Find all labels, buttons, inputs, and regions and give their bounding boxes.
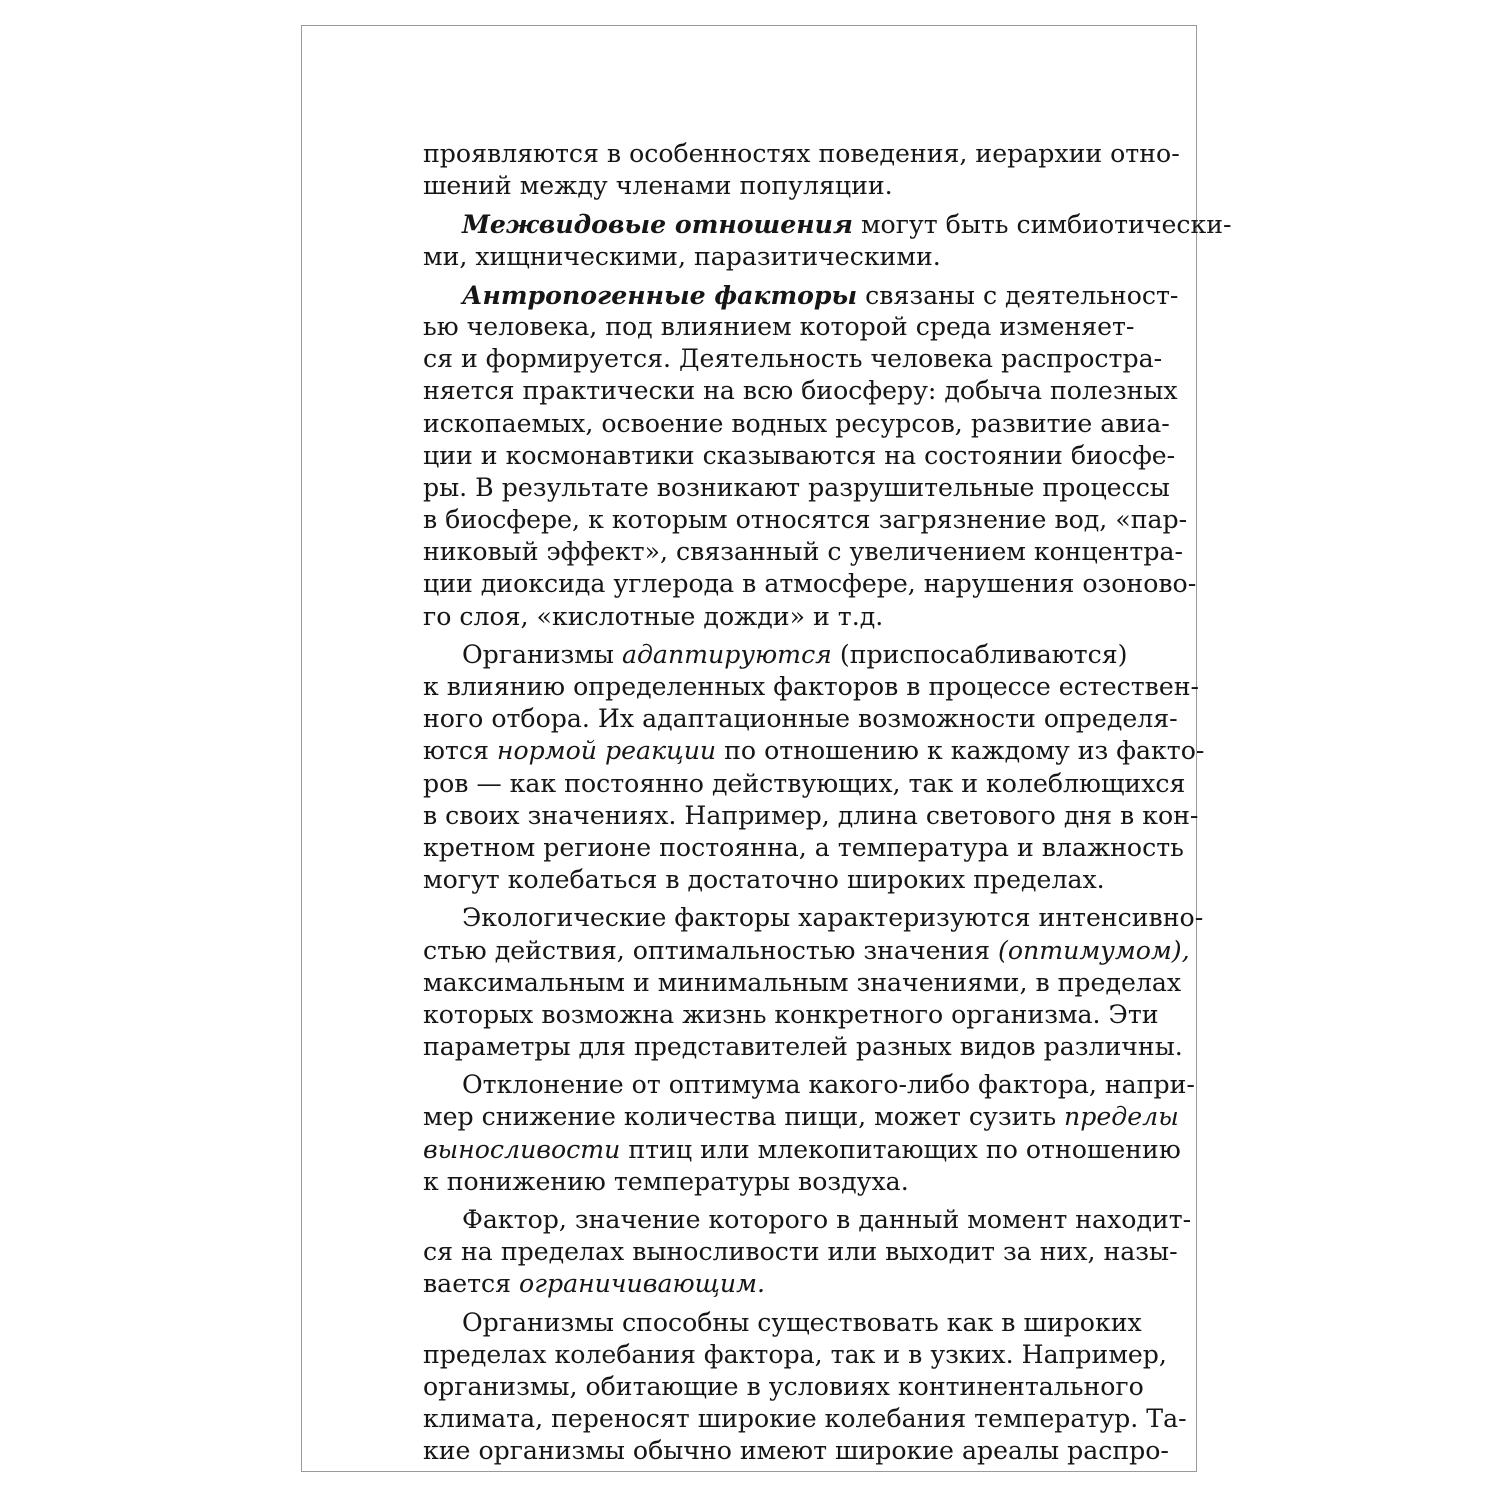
paragraph xyxy=(423,208,1232,272)
text-line xyxy=(423,703,1178,735)
paragraph xyxy=(423,639,1205,897)
text-line xyxy=(423,999,1159,1031)
text-run: кие организмы обычно имеют широкие ареалы распро- xyxy=(423,1436,1169,1466)
text-run: ются xyxy=(423,736,497,766)
bold-italic-term: Антропогенные факторы xyxy=(462,279,858,310)
text-run: в биосфере, к которым относятся загрязнение вод, «пар- xyxy=(423,505,1188,535)
text-run: ры. В результате возникают разрушительные процессы xyxy=(423,472,1170,502)
text-run: ископаемых, освоение водных ресурсов, развитие авиа- xyxy=(423,408,1170,438)
italic-term: адаптируются xyxy=(621,639,832,669)
bold-italic-term: Межвидовые отношения xyxy=(462,209,853,240)
text-run: птиц или млекопитающих по отношению xyxy=(620,1134,1181,1164)
text-run: к влиянию определенных факторов в процессе естествен- xyxy=(423,672,1200,701)
text-line xyxy=(423,1339,1167,1371)
text-line xyxy=(423,902,1204,934)
text-line xyxy=(423,639,1128,671)
text-line xyxy=(423,832,1184,864)
text-line xyxy=(423,375,1178,407)
text-run: мер снижение количества пищи, может сузить xyxy=(423,1102,1065,1132)
text-run: к понижению температуры воздуха. xyxy=(423,1166,909,1196)
text-run: пределах колебания фактора, так и в узких. Например, xyxy=(423,1339,1167,1369)
text-run: ся на пределах выносливости или выходит за них, назы- xyxy=(423,1237,1178,1267)
text-run: ции диоксида углерода в атмосфере, нарушения озоново- xyxy=(423,569,1197,599)
italic-term: ограничивающим. xyxy=(519,1269,765,1299)
text-run: (приспосабливаются) xyxy=(831,639,1128,669)
text-line xyxy=(423,1435,1169,1467)
text-line xyxy=(423,967,1182,999)
text-run: Организмы способны существовать как в широких xyxy=(462,1307,1142,1337)
text-line xyxy=(423,671,1200,703)
paragraph xyxy=(423,1307,1187,1468)
text-line xyxy=(423,1371,1144,1403)
text-run: связаны с деятельност- xyxy=(857,280,1179,310)
text-line xyxy=(423,343,1163,375)
text-line xyxy=(423,1101,1179,1133)
text-line xyxy=(423,800,1199,832)
text-line xyxy=(423,864,1105,896)
text-run: ции и космонавтики сказываются на состоянии биосфе- xyxy=(423,440,1176,470)
text-line xyxy=(423,1236,1178,1268)
text-line xyxy=(423,536,1184,568)
paragraph xyxy=(423,902,1204,1063)
text-line xyxy=(423,1166,1081,1198)
italic-term: выносливости xyxy=(423,1134,621,1164)
text-run: Экологические факторы характеризуются интенсивно- xyxy=(462,903,1204,933)
text-run: организмы, обитающие в условиях континентального xyxy=(423,1371,1144,1401)
text-line xyxy=(423,1268,1081,1300)
text-line xyxy=(423,472,1170,504)
text-run: стью действия, оптимальностью значения xyxy=(423,935,999,965)
text-run: няется практически на всю биосферу: добыча полезных xyxy=(423,376,1178,406)
text-run: ного отбора. Их адаптационные возможности определя- xyxy=(423,704,1178,734)
text-run: ся и формируется. Деятельность человека распростра- xyxy=(423,344,1163,374)
text-line xyxy=(423,279,1179,311)
text-run: го слоя, «кислотные дожди» и т.д. xyxy=(423,601,884,631)
text-line xyxy=(423,935,1190,967)
text-run: могут колебаться в достаточно широких пределах. xyxy=(423,865,1105,895)
text-line xyxy=(423,1069,1195,1101)
text-line xyxy=(423,1204,1192,1236)
italic-term: (оптимумом), xyxy=(998,935,1190,965)
text-run: ми, хищническими, паразитическими. xyxy=(423,241,941,271)
text-line xyxy=(423,311,1135,343)
text-line xyxy=(423,504,1188,536)
body-text xyxy=(423,138,1232,1468)
text-run: Организмы xyxy=(462,639,622,669)
text-run: параметры для представителей разных видов различны. xyxy=(423,1032,1183,1062)
text-line xyxy=(423,1031,1183,1063)
text-line xyxy=(423,138,1180,170)
text-run: ров — как постоянно действующих, так и колеблющихся xyxy=(423,768,1186,798)
paragraph xyxy=(423,1204,1192,1301)
text-line xyxy=(423,408,1170,440)
paragraph xyxy=(423,138,1180,202)
text-run: которых возможна жизнь конкретного организма. Эти xyxy=(423,999,1159,1029)
text-line xyxy=(423,568,1197,600)
text-line xyxy=(423,241,1081,273)
text-run: максимальным и минимальным значениями, в пределах xyxy=(423,967,1182,997)
paragraph xyxy=(423,1069,1195,1198)
italic-term: пределы xyxy=(1064,1102,1179,1132)
text-run: по отношению к каждому из факто- xyxy=(716,736,1205,766)
text-line xyxy=(423,1307,1142,1339)
text-run: в своих значениях. Например, длина светового дня в кон- xyxy=(423,800,1199,830)
paragraph xyxy=(423,279,1197,633)
text-run: могут быть симбиотически- xyxy=(852,210,1232,240)
italic-term: нормой реакции xyxy=(496,736,717,766)
text-line xyxy=(423,440,1176,472)
text-line xyxy=(423,208,1232,240)
text-line xyxy=(423,170,1081,202)
text-line xyxy=(423,1403,1187,1435)
text-run: кретном регионе постоянна, а температура и влажность xyxy=(423,832,1184,862)
text-run: климата, переносят широкие колебания температур. Та- xyxy=(423,1404,1187,1434)
text-run: никовый эффект», связанный с увеличением концентра- xyxy=(423,537,1184,567)
book-page xyxy=(301,25,1232,1472)
text-line xyxy=(423,1134,1181,1166)
text-line xyxy=(423,601,1081,633)
text-run: ью человека, под влиянием которой среда изменяет- xyxy=(423,311,1135,341)
text-run: вается xyxy=(423,1269,520,1299)
text-line xyxy=(423,735,1205,767)
text-run: Отклонение от оптимума какого-либо фактора, напри- xyxy=(462,1070,1195,1100)
text-line xyxy=(423,768,1186,800)
text-run: Фактор, значение которого в данный момент находит- xyxy=(462,1205,1192,1234)
text-run: проявляются в особенностях поведения, иерархии отно- xyxy=(423,139,1180,168)
text-run: шений между членами популяции. xyxy=(423,171,893,201)
